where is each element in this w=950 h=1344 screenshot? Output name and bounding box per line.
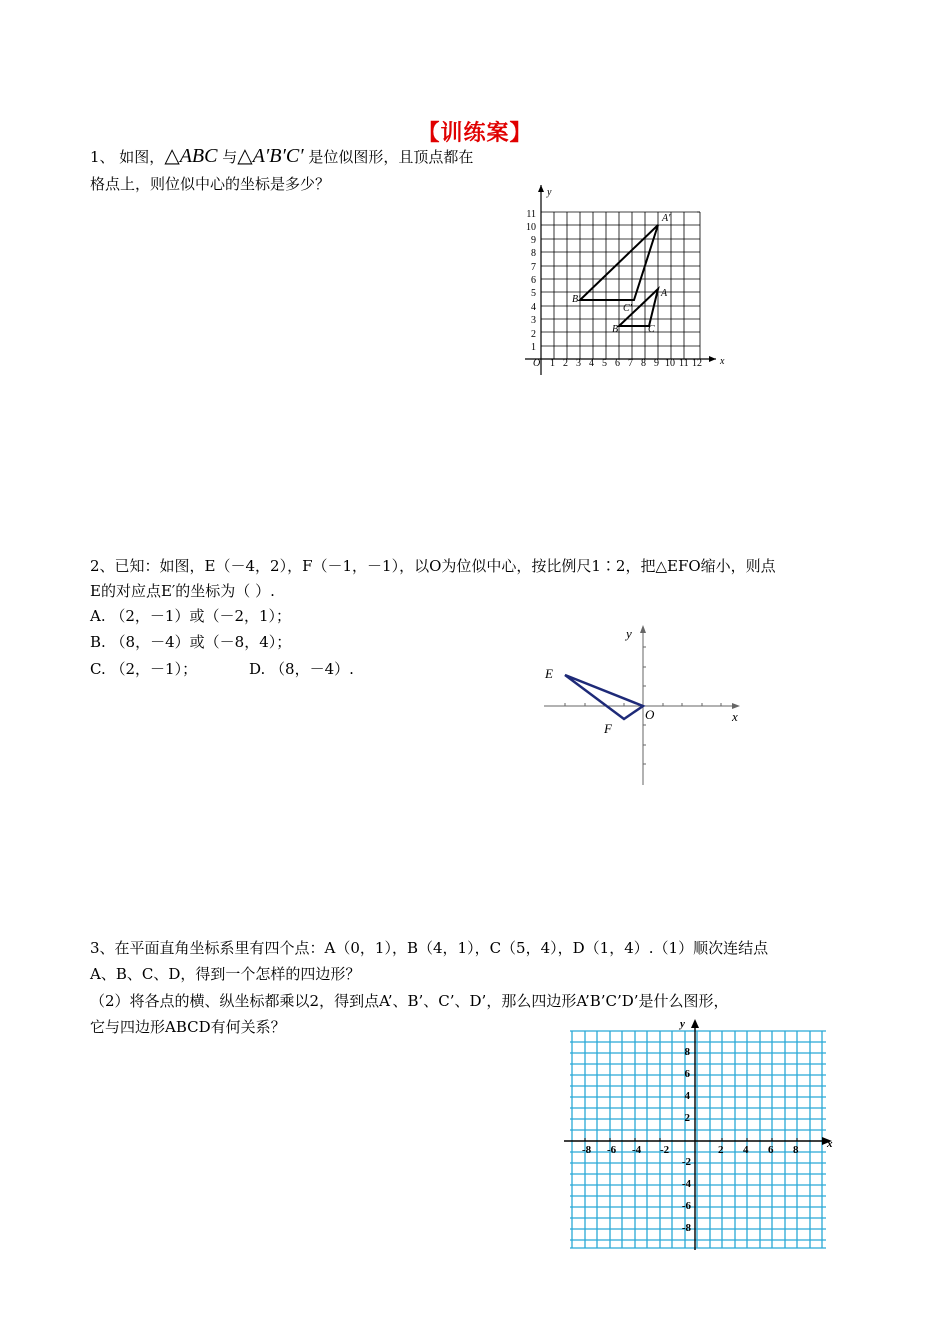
q1-y-tick: 7 [531, 262, 536, 273]
q2-y-axis-label: y [626, 626, 632, 641]
q1-point-c: C [648, 324, 655, 335]
q1-x-tick: 6 [615, 358, 620, 369]
q1-rest: 是位似图形，且顶点都在 [308, 148, 474, 166]
q1-y-tick: 11 [526, 209, 536, 220]
q3-y-tick: -8 [681, 1222, 691, 1234]
q3-y-tick: -4 [681, 1178, 691, 1190]
triangle-symbol-2: △ [237, 145, 253, 167]
q1-point-b1: B′ [572, 294, 581, 305]
q3-x-tick: -8 [582, 1144, 592, 1156]
q1-y-tick: 8 [531, 248, 536, 259]
q3-grid [570, 1031, 826, 1248]
q2-line2: E的对应点E′的坐标为（ ）. [90, 582, 275, 600]
q3-y-tick: 4 [684, 1090, 690, 1102]
q1-y-tick: 1 [531, 342, 536, 353]
q1-x-tick: 3 [576, 358, 581, 369]
q1-y-tick: 3 [531, 315, 536, 326]
q2-option-b: B. （8，－4）或（－8，4）； [90, 633, 292, 651]
q2-x-axis-label: x [732, 709, 738, 724]
q1-x-tick: 2 [563, 358, 568, 369]
q2-option-a: A. （2，－1）或（－2，1）； [90, 607, 292, 625]
q3-x-tick: 8 [793, 1144, 799, 1156]
q1-coordinate-graph [520, 180, 740, 375]
q3-x-tick: 6 [768, 1144, 774, 1156]
q1-y-axis-label: y [547, 187, 552, 198]
q3-line2: A、B、C、D，得到一个怎样的四边形？ [90, 965, 361, 983]
q1-x-tick: 10 [665, 358, 675, 369]
q1-point-a1: A′ [662, 213, 671, 224]
q1-y-tick: 5 [531, 288, 536, 299]
q1-y-tick: 6 [531, 275, 536, 286]
q3-coordinate-grid [560, 1015, 840, 1250]
q3-line4: 它与四边形ABCD有何关系？ [90, 1018, 286, 1036]
q1-point-b: B [612, 324, 619, 335]
q1-lead: 1、 如图， [90, 148, 165, 166]
page-title: 【训练案】 [417, 121, 533, 146]
q3-x-tick: -4 [632, 1144, 642, 1156]
q1-y-tick: 9 [531, 235, 536, 246]
q2-option-d: D. （8，－4）. [249, 660, 354, 678]
q3-x-axis-label: x [827, 1138, 833, 1150]
q3-x-tick: -6 [607, 1144, 617, 1156]
q1-grid [541, 212, 700, 359]
q2-coordinate-graph [540, 620, 750, 790]
q1-x-axis-label: x [720, 356, 725, 367]
q1-x-tick: 5 [602, 358, 607, 369]
q1-point-a: A [661, 288, 668, 299]
q1-x-tick: 7 [628, 358, 633, 369]
q1-x-tick: 8 [641, 358, 646, 369]
triangle-symbol: △ [164, 145, 180, 167]
q1-conj: 与 [222, 148, 238, 166]
q1-line2: 格点上，则位似中心的坐标是多少？ [90, 175, 331, 193]
q1-x-tick: 9 [654, 358, 659, 369]
q3-y-tick: 8 [684, 1046, 690, 1058]
q1-origin-label: O [533, 358, 541, 369]
q3-y-tick: -2 [681, 1156, 691, 1168]
q3-x-tick: 4 [743, 1144, 749, 1156]
q2-triangle-efo [565, 675, 643, 719]
q3-y-tick: 6 [684, 1068, 690, 1080]
q3-y-tick: -6 [681, 1200, 691, 1212]
q1-y-tick: 10 [526, 222, 536, 233]
q1-triangle-a1b1c1: A′B′C′ [252, 145, 304, 167]
q1-point-c1: C′ [623, 303, 632, 314]
q1-x-tick: 4 [589, 358, 594, 369]
q1-y-tick: 4 [531, 302, 536, 313]
q2-option-c: C. （2，－1）； [90, 660, 198, 678]
q1-triangle-abc: ABC [179, 145, 218, 167]
q2-line1: 2、已知：如图，E（－4，2），F（－1，－1），以O为位似中心，按比例尺1∶2，把△EFO缩小，则点 [90, 557, 776, 575]
q1-x-tick: 12 [692, 358, 702, 369]
q3-x-tick: 2 [718, 1144, 724, 1156]
q2-point-f: F [604, 721, 612, 736]
q3-line1: 3、在平面直角坐标系里有四个点：A（0，1），B（4，1），C（5，4），D（1，4）.（1）顺次连结点 [90, 939, 769, 957]
q3-axes [564, 1023, 828, 1250]
q1-line1 [90, 143, 473, 170]
q3-y-axis-label: y [680, 1018, 685, 1030]
q1-x-tick: 11 [679, 358, 689, 369]
q3-y-tick: 2 [684, 1112, 690, 1124]
q1-x-tick: 1 [550, 358, 555, 369]
q3-line3: （2）将各点的横、纵坐标都乘以2，得到点A’、B’、C’、D’，那么四边形A’B’C’D’是什么图形， [90, 992, 729, 1010]
q2-origin-label: O [645, 707, 655, 722]
q1-y-tick: 2 [531, 329, 536, 340]
q3-x-tick: -2 [660, 1144, 670, 1156]
q2-point-e: E [545, 666, 553, 681]
